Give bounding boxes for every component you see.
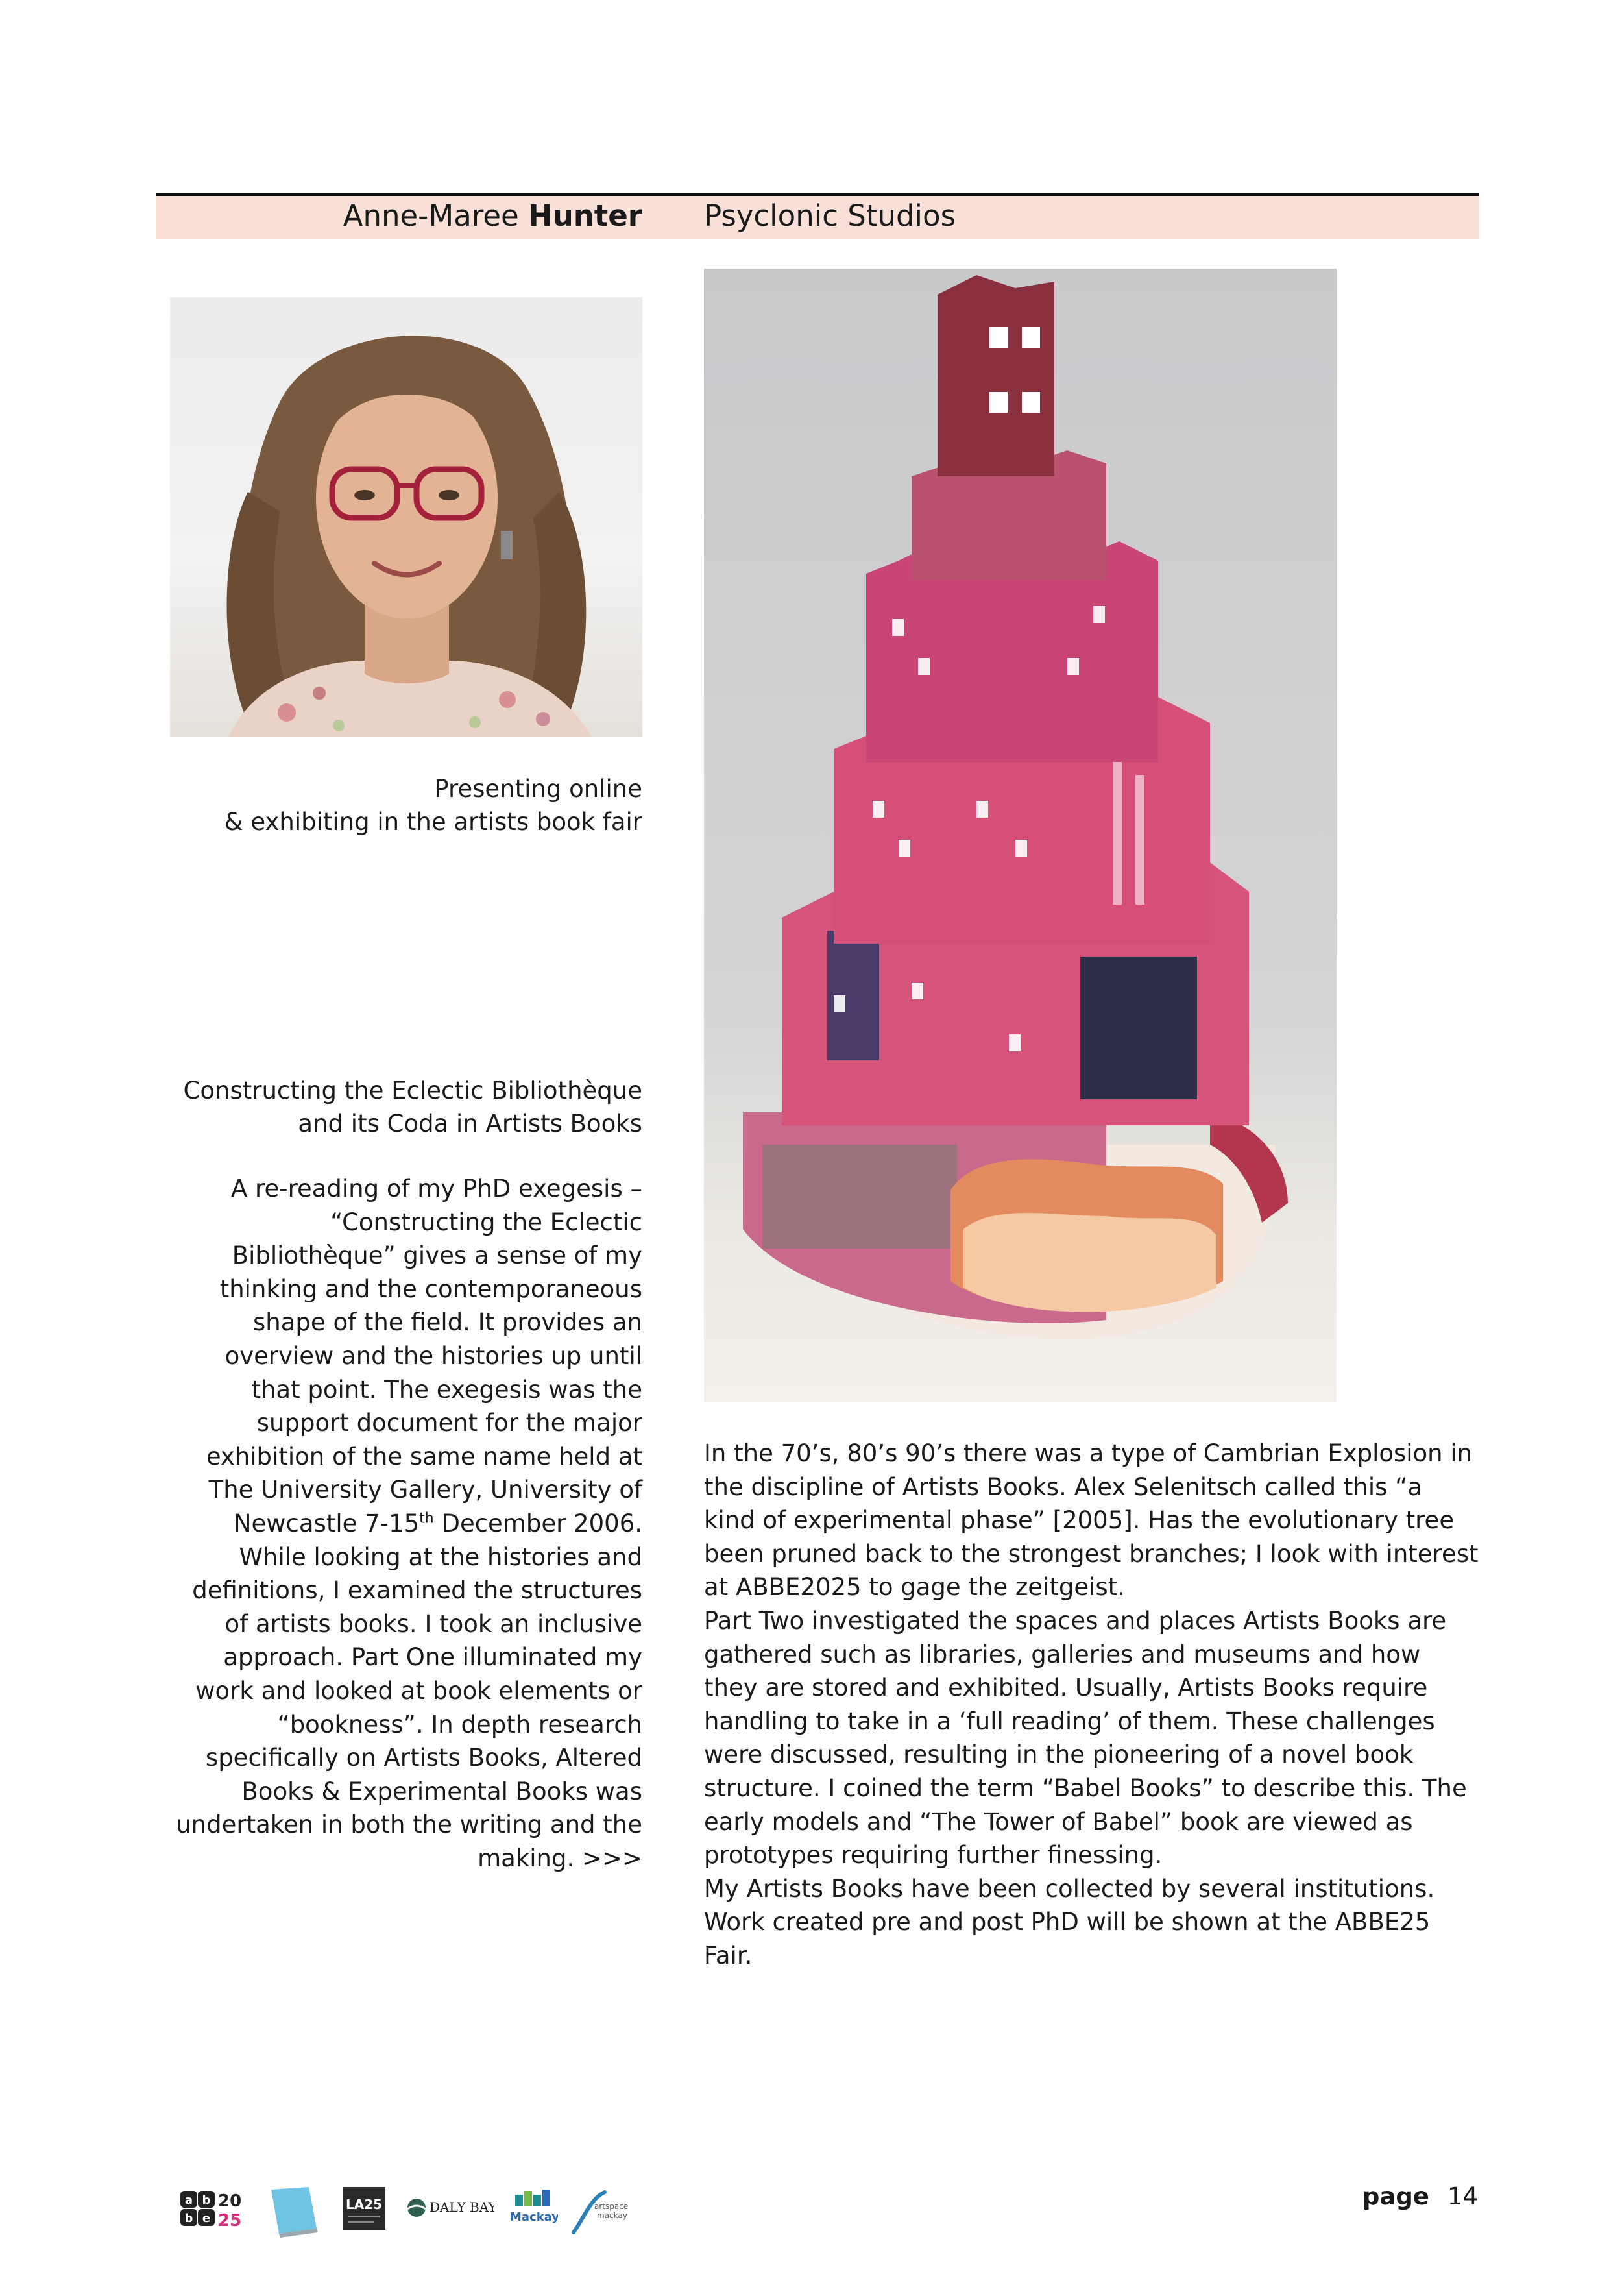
page-number-value: 14 [1447, 2182, 1478, 2210]
svg-text:artspace: artspace [594, 2202, 629, 2211]
svg-text:b: b [184, 2212, 193, 2225]
artist-portrait [170, 297, 642, 737]
artist-name [343, 196, 642, 236]
left-paragraph-1-end: December 2006. [433, 1509, 642, 1537]
abbe2025-logo [180, 2186, 245, 2238]
svg-text:LA25: LA25 [345, 2197, 383, 2212]
svg-text:e: e [202, 2212, 211, 2225]
left-paragraph-1 [170, 1172, 642, 1541]
svg-text:25: 25 [218, 2211, 242, 2230]
mackay-logo [511, 2186, 558, 2238]
artist-last-name: Hunter [528, 199, 642, 233]
left-paragraph-2: While looking at the histories and definitions, I examined the structures of artists books. I took an inclusive approach. Part One illuminated my work and looked at book elements or “bookness”. In depth research specifically on Artists Books, Altered Books & Experimental Books was undertaken in both the writing and the making. >>> [176, 1543, 642, 1872]
exhibit-title-line-1: Constructing the Eclectic Bibliothèque [183, 1077, 642, 1105]
exhibit-title-line-2: and its Coda in Artists Books [298, 1110, 642, 1138]
right-paragraph-3: My Artists Books have been collected by several institutions. Work created pre and post PhD will be shown at the ABBE25 Fair. [704, 1874, 1435, 1970]
svg-text:b: b [202, 2193, 211, 2207]
daly-bay-logo [404, 2186, 494, 2238]
studio-name: Psyclonic Studios [704, 199, 956, 233]
svg-text:20: 20 [218, 2192, 242, 2211]
presenting-line-2: & exhibiting in the artists book fair [224, 808, 642, 836]
presenting-note [170, 772, 642, 838]
right-paragraph-1: In the 70’s, 80’s 90’s there was a type of Cambrian Explosion in the discipline of Artists Books. Alex Selenitsch called this “a kind of experimental phase” [2005]. Has the evolutionary tree been pruned back to the strongest branches; I look with interest at ABBE2025 to gage the zeitgeist. [704, 1439, 1479, 1602]
right-paragraph-2: Part Two investigated the spaces and places Artists Books are gathered such as libraries, galleries and museums and how they are stored and exhibited. Usually, Artists Books require handling to take in a ‘full reading’ of them. These challenges were discussed, resulting in the pioneering of a novel book structure. I coined the term “Babel Books” to describe this. The early models and “The Tower of Babel” book are viewed as prototypes requiring further finessing. [704, 1606, 1467, 1870]
superscript-th: th [419, 1510, 434, 1527]
la25-logo [343, 2186, 385, 2238]
svg-text:mackay: mackay [597, 2211, 627, 2220]
right-column-body [704, 1437, 1479, 1973]
tower-of-babel-artwork-photo [704, 269, 1337, 1402]
book-show-logo [266, 2186, 321, 2238]
artist-first-name: Anne-Maree [343, 199, 519, 233]
exhibit-title [170, 1074, 642, 1140]
page-number [1362, 2180, 1478, 2213]
left-column-body [170, 1172, 642, 1875]
left-paragraph-1-text: A re-reading of my PhD exegesis – “Constructing the Eclectic Bibliothèque” gives a sense of my thinking and the contemporaneous shape of the field. It provides an overview and the histories up until that point. The exegesis was the support document for the major exhibition of the same name held at The University Gallery, University of Newcastle 7-15 [206, 1175, 642, 1537]
page-label: page [1362, 2182, 1429, 2210]
svg-text:DALY BAY: DALY BAY [430, 2199, 494, 2215]
svg-text:a: a [184, 2193, 193, 2207]
svg-text:Mackay: Mackay [511, 2210, 558, 2224]
artspace-mackay-logo [571, 2186, 642, 2238]
presenting-line-1: Presenting online [434, 775, 642, 803]
